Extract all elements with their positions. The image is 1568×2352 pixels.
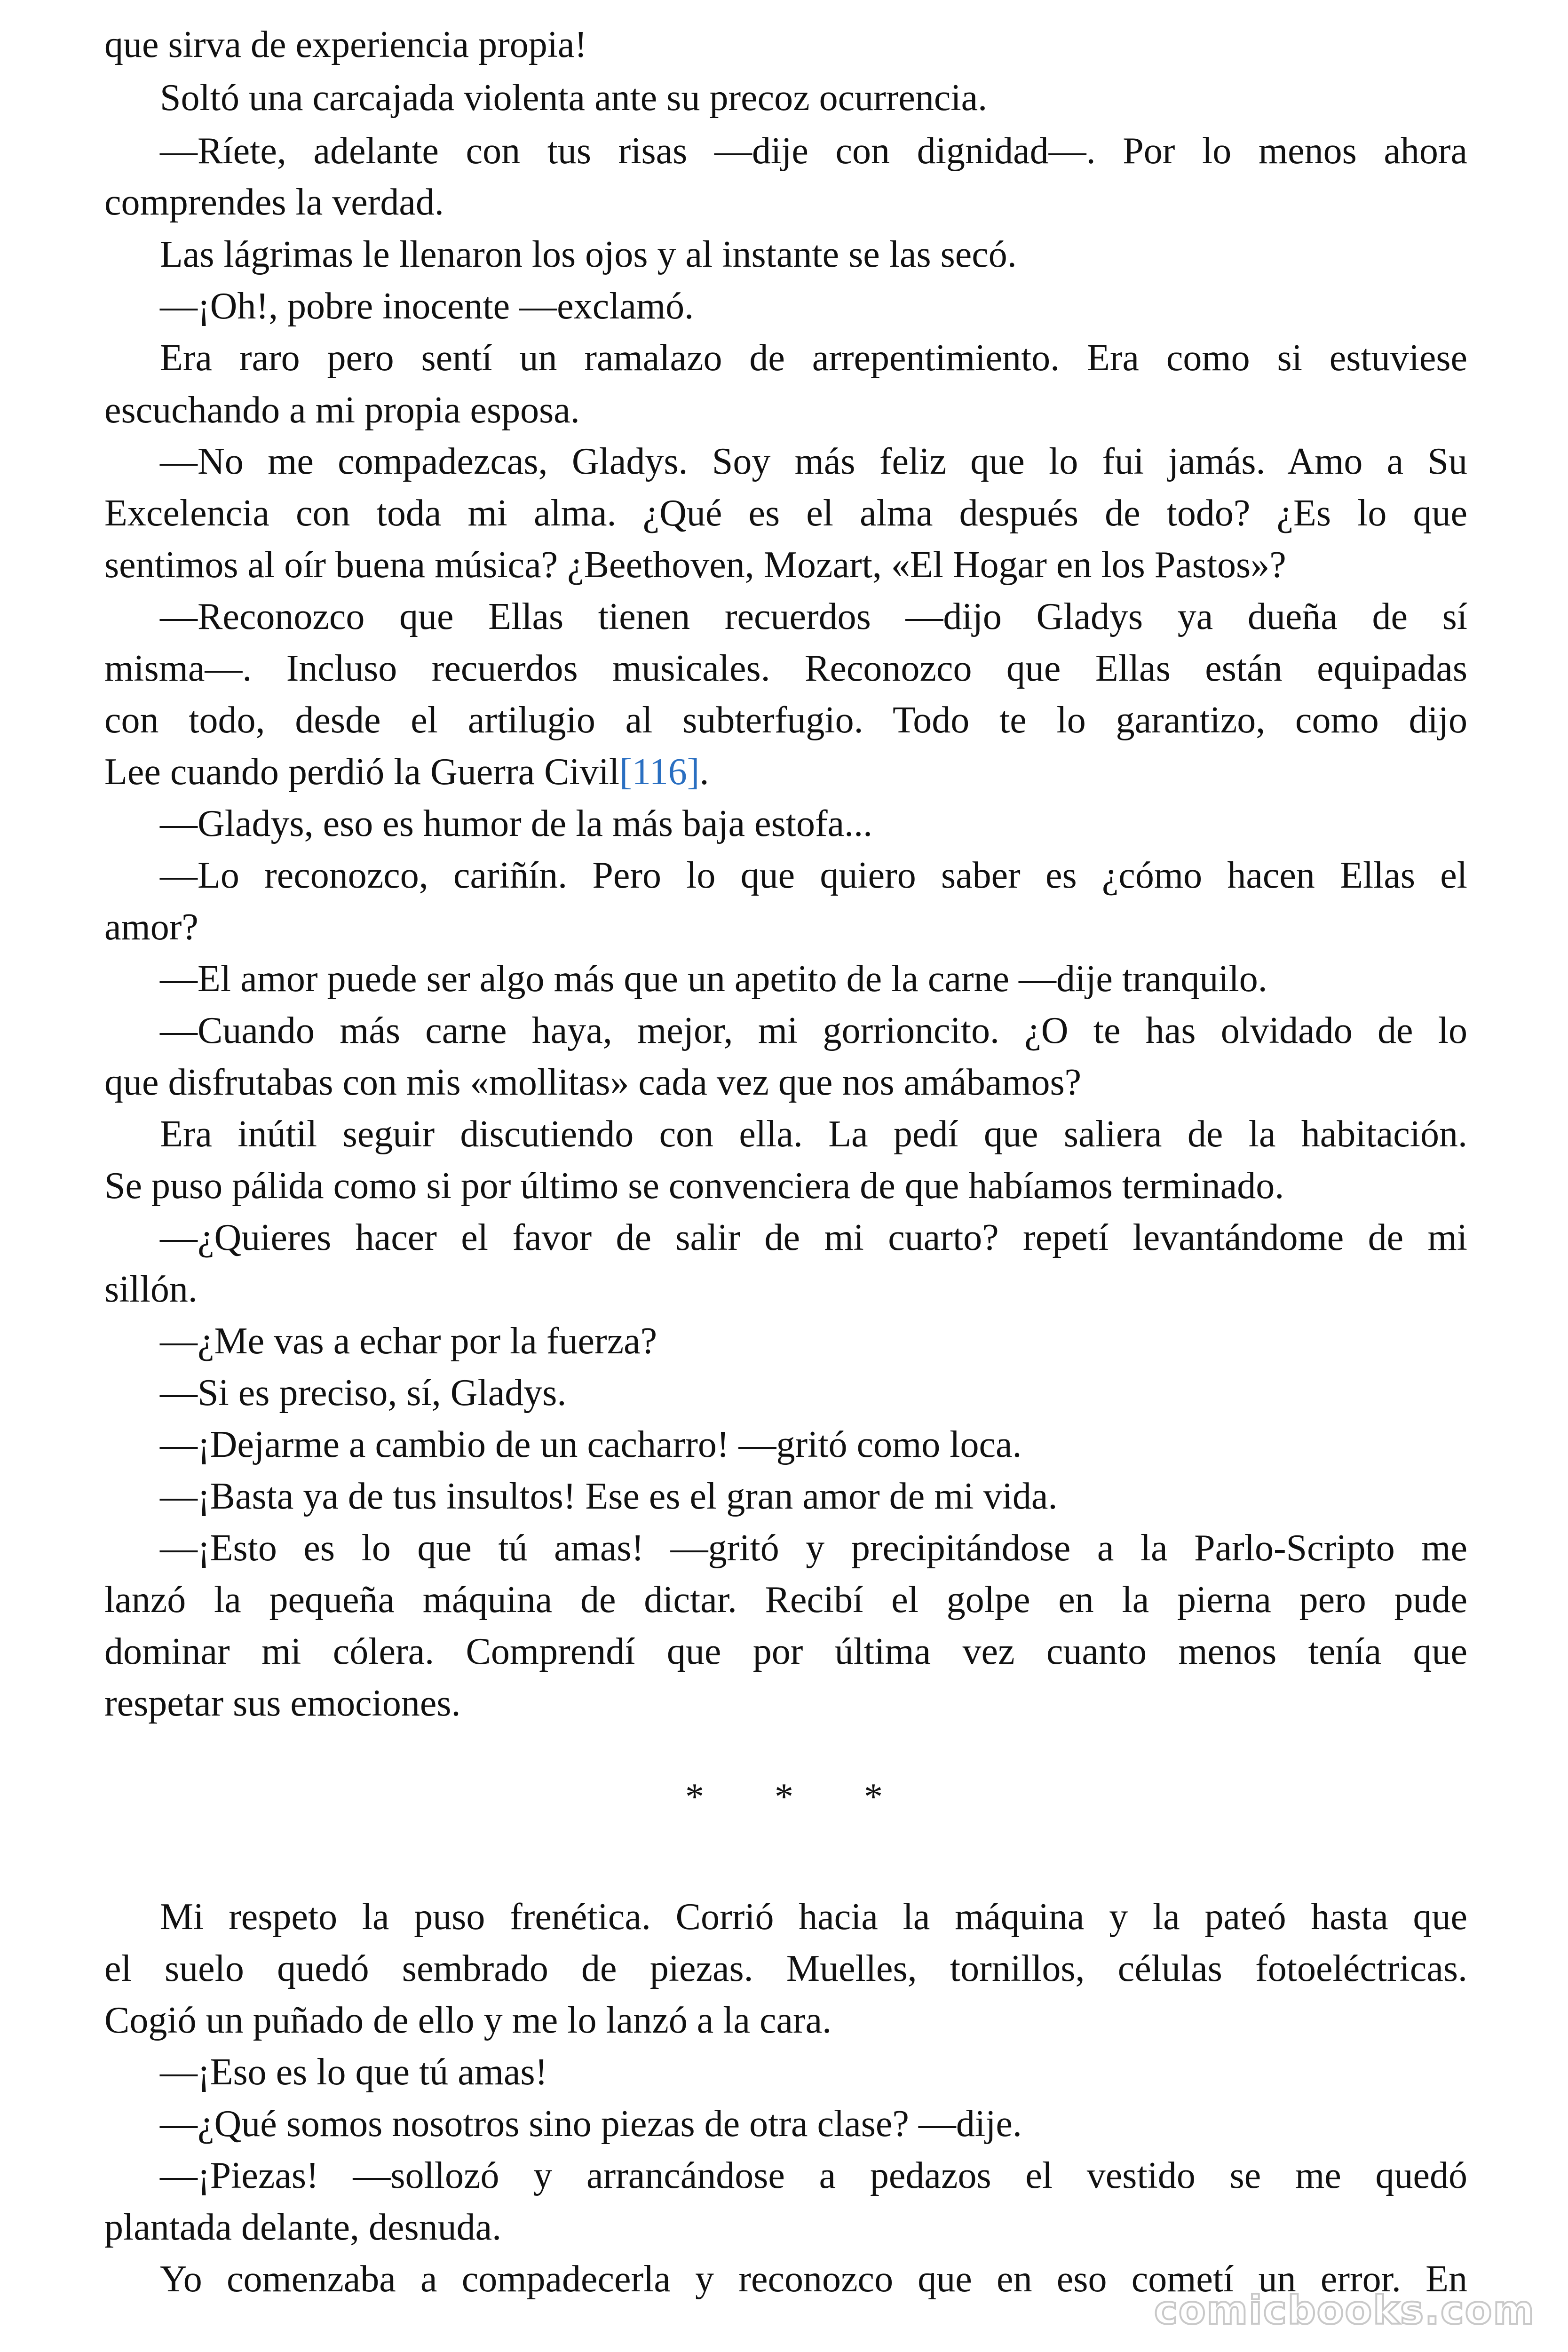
- text-line: Yo comenzaba a compadecerla y reconozco que en eso cometí un error. En: [160, 2258, 1467, 2300]
- text-line: misma—. Incluso recuerdos musicales. Reconozco que Ellas están equipadas: [104, 648, 1467, 689]
- text-line: Mi respeto la puso frenética. Corrió hacia la máquina y la pateó hasta que: [160, 1896, 1467, 1938]
- text-line: Lee cuando perdió la Guerra Civil: [104, 751, 620, 793]
- text-line: —Ríete, adelante con tus risas —dije con dignidad—. Por lo menos ahora: [160, 130, 1467, 172]
- text-line: el suelo quedó sembrado de piezas. Muelles, tornillos, células fotoeléctricas.: [104, 1948, 1467, 1989]
- scene-break-asterisk: *: [775, 1776, 793, 1818]
- text-line: Excelencia con toda mi alma. ¿Qué es el alma después de todo? ¿Es lo que: [104, 493, 1467, 534]
- text-line: —Gladys, eso es humor de la más baja estofa...: [160, 803, 873, 844]
- text-line: Las lágrimas le llenaron los ojos y al instante se las secó.: [160, 234, 1017, 275]
- text-line: —¿Qué somos nosotros sino piezas de otra clase? —dije.: [160, 2103, 1022, 2145]
- text-line: —¡Esto es lo que tú amas! —gritó y precipitándose a la Parlo-Scripto me: [160, 1527, 1467, 1569]
- text-line: —¡Piezas! —sollozó y arrancándose a pedazos el vestido se me quedó: [160, 2155, 1467, 2196]
- text-line: plantada delante, desnuda.: [104, 2207, 502, 2248]
- text-line: —¿Me vas a echar por la fuerza?: [160, 1320, 657, 1362]
- text-line: —Reconozco que Ellas tienen recuerdos —dijo Gladys ya dueña de sí: [160, 596, 1467, 637]
- text-line: amor?: [104, 906, 198, 948]
- scene-break: [0, 1771, 1568, 1823]
- text-line: Era raro pero sentí un ramalazo de arrepentimiento. Era como si estuviese: [160, 337, 1467, 379]
- text-line: —¡Eso es lo que tú amas!: [160, 2051, 548, 2093]
- text-line: Soltó una carcajada violenta ante su precoz ocurrencia.: [160, 77, 988, 119]
- watermark: comicbooks.com: [1154, 2287, 1535, 2333]
- text-line: sillón.: [104, 1269, 198, 1310]
- text-line: Era inútil seguir discutiendo con ella. La pedí que saliera de la habitación.: [160, 1113, 1467, 1155]
- text-line: —Si es preciso, sí, Gladys.: [160, 1372, 567, 1414]
- text-line: —Cuando más carne haya, mejor, mi gorrioncito. ¿O te has olvidado de lo: [160, 1010, 1467, 1051]
- text-line: —Lo reconozco, cariñín. Pero lo que quiero saber es ¿cómo hacen Ellas el: [160, 855, 1467, 896]
- text-line: —¡Basta ya de tus insultos! Ese es el gran amor de mi vida.: [160, 1476, 1058, 1517]
- text-line: dominar mi cólera. Comprendí que por última vez cuanto menos tenía que: [104, 1631, 1467, 1672]
- text-line: respetar sus emociones.: [104, 1683, 461, 1724]
- text-line: Se puso pálida como si por último se convenciera de que habíamos terminado.: [104, 1165, 1284, 1207]
- scene-break-asterisk: *: [864, 1776, 883, 1818]
- text-line: escuchando a mi propia esposa.: [104, 389, 580, 431]
- text-line: —¡Oh!, pobre inocente —exclamó.: [160, 286, 694, 327]
- text-line: comprendes la verdad.: [104, 182, 444, 223]
- footnote-trailing-punctuation: .: [699, 751, 709, 793]
- text-line: Cogió un puñado de ello y me lo lanzó a la cara.: [104, 2000, 832, 2041]
- text-line: que disfrutabas con mis «mollitas» cada vez que nos amábamos?: [104, 1062, 1082, 1103]
- text-line: —No me compadezcas, Gladys. Soy más feliz que lo fui jamás. Amo a Su: [160, 441, 1467, 482]
- text-line: —El amor puede ser algo más que un apetito de la carne —dije tranquilo.: [160, 958, 1267, 1000]
- text-line: —¡Dejarme a cambio de un cacharro! —gritó como loca.: [160, 1424, 1022, 1465]
- text-line: que sirva de experiencia propia!: [104, 24, 587, 65]
- text-line: —¿Quieres hacer el favor de salir de mi cuarto? repetí levantándome de mi: [160, 1217, 1467, 1258]
- scene-break-asterisk: *: [685, 1776, 704, 1818]
- text-line: sentimos al oír buena música? ¿Beethoven, Mozart, «El Hogar en los Pastos»?: [104, 544, 1286, 586]
- text-line: con todo, desde el artilugio al subterfugio. Todo te lo garantizo, como dijo: [104, 699, 1467, 741]
- text-line: lanzó la pequeña máquina de dictar. Recibí el golpe en la pierna pero pude: [104, 1579, 1467, 1621]
- footnote-link[interactable]: [116]: [619, 751, 700, 793]
- text-line-with-footnote: [104, 746, 709, 798]
